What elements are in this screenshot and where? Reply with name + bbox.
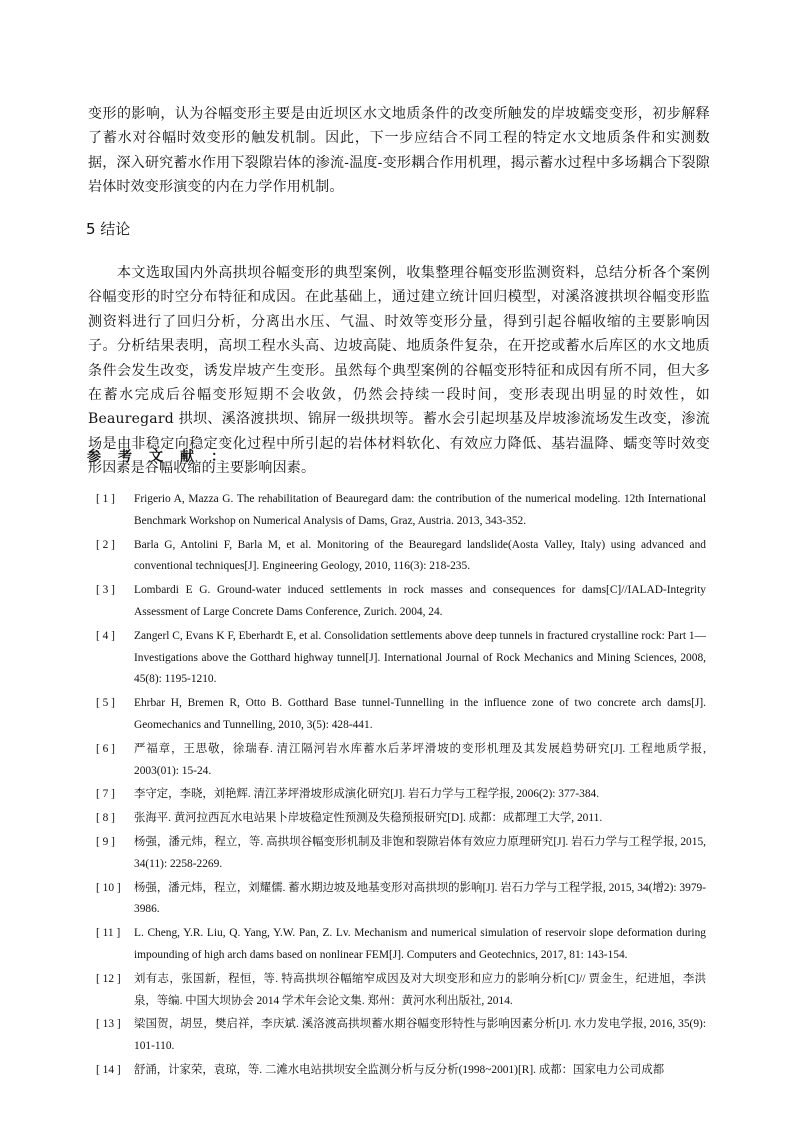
- reference-list: [96, 489, 706, 1084]
- reference-item: [96, 878, 706, 922]
- reference-item: [96, 1060, 706, 1082]
- reference-number: [ 13 ]: [96, 1018, 121, 1031]
- reference-number: [ 14 ]: [96, 1063, 121, 1076]
- paragraph-intro: 变形的影响，认为谷幅变形主要是由近坝区水文地质条件的改变所触发的岸坡蠕变变形，初步解释了蓄水对谷幅时效变形的触发机制。因此，下一步应结合不同工程的特定水文地质条件和实测数据，深入研究蓄水作用下裂隙岩体的渗流-温度-变形耦合作用机理，揭示蓄水过程中多场耦合下裂隙岩体时效变形演变的内在力学作用机制。: [88, 106, 710, 196]
- reference-text: 严福章，王思敬，徐瑞春. 清江隔河岩水库蓄水后茅坪滑坡的变形机理及其发展趋势研究[J]. 工程地质学报, 2003(01): 15-24.: [134, 742, 706, 777]
- reference-item: [96, 626, 706, 691]
- reference-text: Barla G, Antolini F, Barla M, et al. Monitoring of the Beauregard landslide(Aosta Valley, Italy) using advanced and conventional techniques[J]. Engineering Geology, 2010, 116(3): 218-235.: [134, 538, 706, 573]
- reference-text: L. Cheng, Y.R. Liu, Q. Yang, Y.W. Pan, Z. Lv. Mechanism and numerical simulation of reservoir slope deformation during impounding of high arch dams based on nonlinear FEM[J]. Computers and Geotechnics, 2017, 81: 143-154.: [134, 927, 706, 961]
- reference-text: 张海平. 黄河拉西瓦水电站果卜岸坡稳定性预测及失稳预报研究[D]. 成都：成都理工大学, 2011.: [134, 812, 603, 825]
- reference-item: [96, 693, 706, 737]
- reference-number: [ 9 ]: [96, 835, 115, 848]
- reference-number: [ 7 ]: [96, 788, 115, 801]
- reference-number: [ 2 ]: [96, 538, 115, 551]
- reference-text: 梁国贺，胡昱，樊启祥，李庆斌. 溪洛渡高拱坝蓄水期谷幅变形特性与影响因素分析[J]. 水力发电学报, 2016, 35(9): 101-110.: [134, 1018, 706, 1053]
- paragraph-conclusion: 本文选取国内外高拱坝谷幅变形的典型案例，收集整理谷幅变形监测资料，总结分析各个案例谷幅变形的时空分布特征和成因。在此基础上，通过建立统计回归模型，对溪洛渡拱坝谷幅变形监测资料进行了回归分析，分离出水压、气温、时效等变形分量，得到引起谷幅收缩的主要影响因子。分析结果表明，高坝工程水头高、边坡高陡、地质条件复杂，在开挖或蓄水后库区的水文地质条件会发生改变，诱发岸坡产生变形。虽然每个典型案例的谷幅变形特征和成因有所不同，但大多在蓄水完成后谷幅变形短期不会收敛，仍然会持续一段时间，变形表现出明显的时效性，如 Beauregard 拱坝、溪洛渡拱坝、锦屏一级拱坝等。蓄水会引起坝基及岸坡渗流场发生改变，渗流场是由非稳定向稳定变化过程中所引起的岩体材料软化、有效应力降低、基岩温降、蠕变等时效变形因素是谷幅收缩的主要影响因素。: [88, 265, 710, 477]
- reference-number: [ 11 ]: [96, 927, 121, 940]
- section-title-conclusion: 5 结论: [86, 220, 131, 238]
- reference-item: [96, 784, 706, 806]
- references-title: 参考文献：: [87, 449, 242, 465]
- reference-text: Zangerl C, Evans K F, Eberhardt E, et al. Consolidation settlements above deep tunnels in fractured crystalline rock: Part 1—Investigations above the Gotthard highway tunnel[J]. International Journal of Rock Mechanics and Mining Sciences, 2008, 45(8): 1195-1210.: [134, 629, 706, 686]
- reference-text: 刘有志，张国新，程恒，等. 特高拱坝谷幅缩窄成因及对大坝变形和应力的影响分析[C]// 贾金生，纪进旭，李洪泉，等编. 中国大坝协会 2014 学术年会论文集. 郑州：黄河水利出版社, 2014.: [134, 972, 706, 1007]
- reference-text: 杨强，潘元炜，程立，刘耀儒. 蓄水期边坡及地基变形对高拱坝的影响[J]. 岩石力学与工程学报, 2015, 34(增2): 3979-3986.: [134, 881, 706, 916]
- reference-number: [ 10 ]: [96, 881, 121, 894]
- reference-text: Ehrbar H, Bremen R, Otto B. Gotthard Base tunnel-Tunnelling in the influence zone of two concrete arch dams[J]. Geomechanics and Tunnelling, 2010, 3(5): 428-441.: [134, 697, 706, 731]
- reference-item: [96, 969, 706, 1013]
- reference-number: [ 6 ]: [96, 742, 115, 755]
- reference-item: [96, 580, 706, 624]
- reference-item: [96, 808, 706, 830]
- reference-number: [ 5 ]: [96, 697, 115, 710]
- reference-number: [ 3 ]: [96, 584, 115, 597]
- reference-text: 杨强，潘元炜，程立，等. 高拱坝谷幅变形机制及非饱和裂隙岩体有效应力原理研究[J]. 岩石力学与工程学报, 2015, 34(11): 2258-2269.: [134, 835, 706, 870]
- reference-text: 舒涌，计家荣，袁琼，等. 二滩水电站拱坝安全监测分析与反分析(1998~2001)[R]. 成都：国家电力公司成都: [134, 1063, 665, 1076]
- reference-item: [96, 489, 706, 533]
- reference-number: [ 4 ]: [96, 629, 115, 642]
- reference-text: Frigerio A, Mazza G. The rehabilitation of Beauregard dam: the contribution of the numerical modeling. 12th International Benchmark Workshop on Numerical Analysis of Dams, Graz, Austria. 2013, 343-352.: [134, 493, 706, 527]
- reference-item: [96, 923, 706, 967]
- reference-text: 李守定，李晓，刘艳辉. 清江茅坪滑坡形成演化研究[J]. 岩石力学与工程学报, 2006(2): 377-384.: [134, 788, 600, 801]
- reference-item: [96, 832, 706, 876]
- reference-item: [96, 1014, 706, 1058]
- reference-number: [ 12 ]: [96, 972, 121, 985]
- reference-item: [96, 739, 706, 783]
- reference-number: [ 1 ]: [96, 493, 115, 505]
- reference-number: [ 8 ]: [96, 812, 115, 825]
- reference-item: [96, 535, 706, 579]
- reference-text: Lombardi E G. Ground-water induced settlements in rock masses and consequences for dams[C]//IALAD-Integrity Assessment of Large Concrete Dams Conference, Zurich. 2004, 24.: [134, 584, 706, 618]
